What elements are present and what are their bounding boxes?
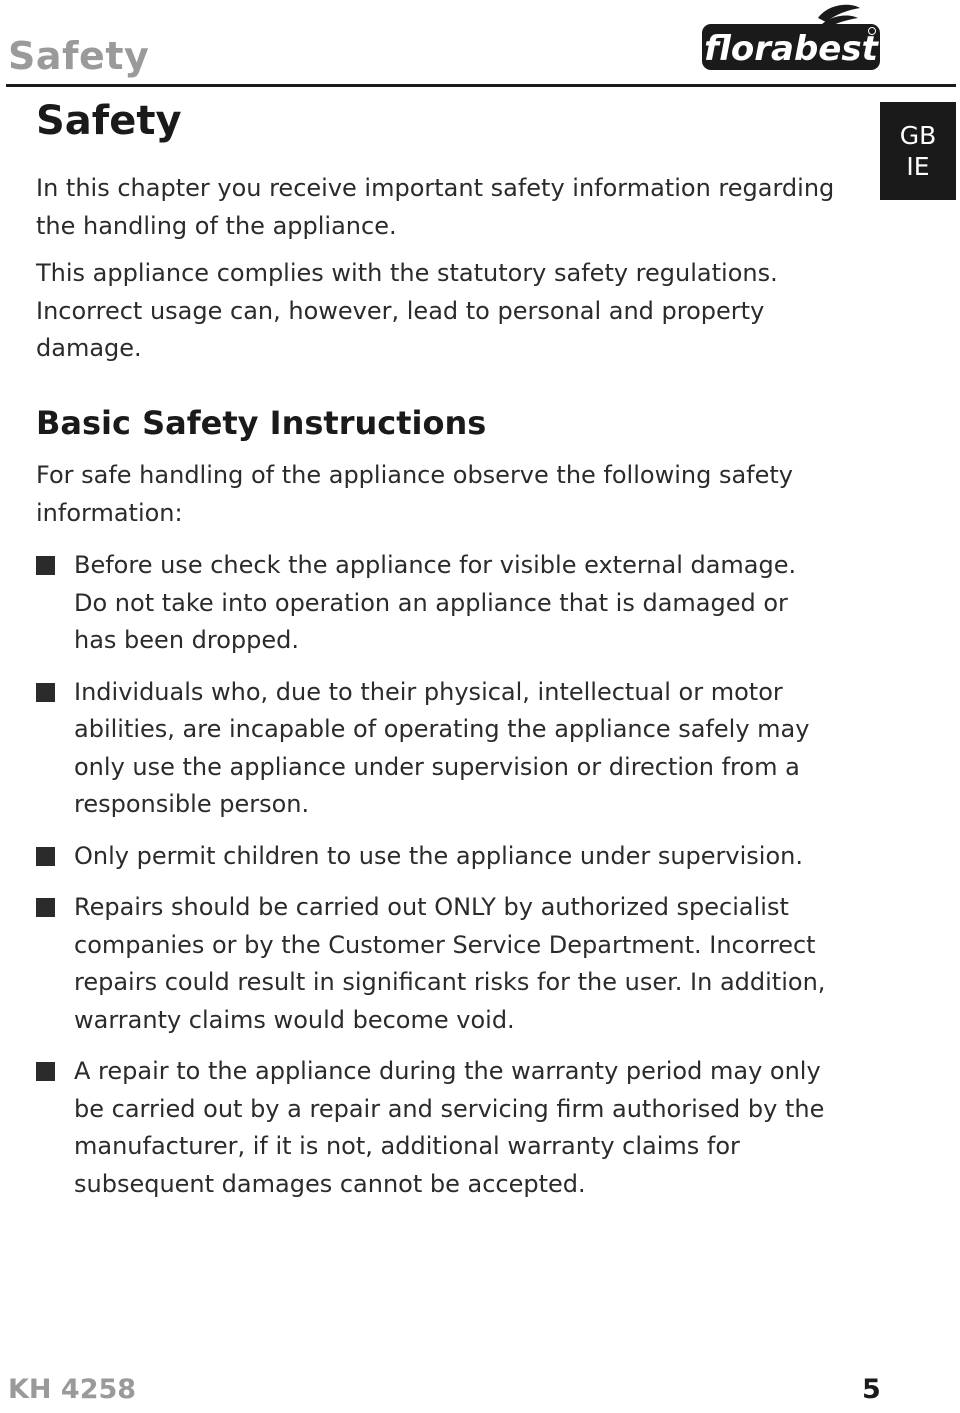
square-bullet-icon bbox=[36, 683, 55, 702]
list-item bbox=[36, 889, 836, 1039]
square-bullet-icon bbox=[36, 556, 55, 575]
list-item bbox=[36, 547, 836, 660]
brand-wordmark: florabest bbox=[704, 29, 878, 69]
list-item bbox=[36, 674, 836, 824]
square-bullet-icon bbox=[36, 898, 55, 917]
basic-safety-heading: Basic Safety Instructions bbox=[36, 404, 487, 442]
footer-model-number: KH 4258 bbox=[8, 1374, 137, 1405]
basic-safety-lead: For safe handling of the appliance observe the following safety information: bbox=[36, 461, 793, 527]
running-header-title: Safety bbox=[8, 34, 150, 78]
language-code-ie: IE bbox=[906, 152, 930, 181]
section-title: Safety bbox=[36, 98, 182, 144]
list-item-text: Only permit children to use the appliance under supervision. bbox=[74, 841, 803, 870]
square-bullet-icon bbox=[36, 847, 55, 866]
intro-paragraph: In this chapter you receive important safety information regarding the handling of the appliance. bbox=[36, 174, 835, 240]
list-item-text: A repair to the appliance during the warranty period may only be carried out by a repair and servicing firm authorised by the manufacturer, if it is not, additional warranty claims for subsequent damages cannot be accepted. bbox=[74, 1057, 825, 1198]
list-item-text: Repairs should be carried out ONLY by authorized specialist companies or by the Customer Service Department. Incorrect repairs could result in significant risks for the user. In addition, warranty claims would become void. bbox=[74, 893, 826, 1034]
header-rule bbox=[6, 84, 956, 87]
florabest-logo bbox=[700, 4, 882, 72]
list-item-text: Before use check the appliance for visible external damage. Do not take into operation an appliance that is damaged or has been dropped. bbox=[74, 551, 797, 654]
page-number: 5 bbox=[862, 1374, 881, 1405]
intro-paragraph: This appliance complies with the statutory safety regulations. Incorrect usage can, however, lead to personal and property damage. bbox=[36, 259, 778, 362]
intro-text bbox=[36, 170, 856, 378]
list-item bbox=[36, 1053, 836, 1203]
safety-instructions-list bbox=[36, 547, 836, 1217]
square-bullet-icon bbox=[36, 1062, 55, 1081]
language-code-gb: GB bbox=[899, 121, 937, 150]
language-tab bbox=[880, 102, 956, 200]
list-item bbox=[36, 838, 836, 876]
list-item-text: Individuals who, due to their physical, intellectual or motor abilities, are incapable of operating the appliance safely may only use the appliance under supervision or direction from a responsible person. bbox=[74, 677, 810, 818]
